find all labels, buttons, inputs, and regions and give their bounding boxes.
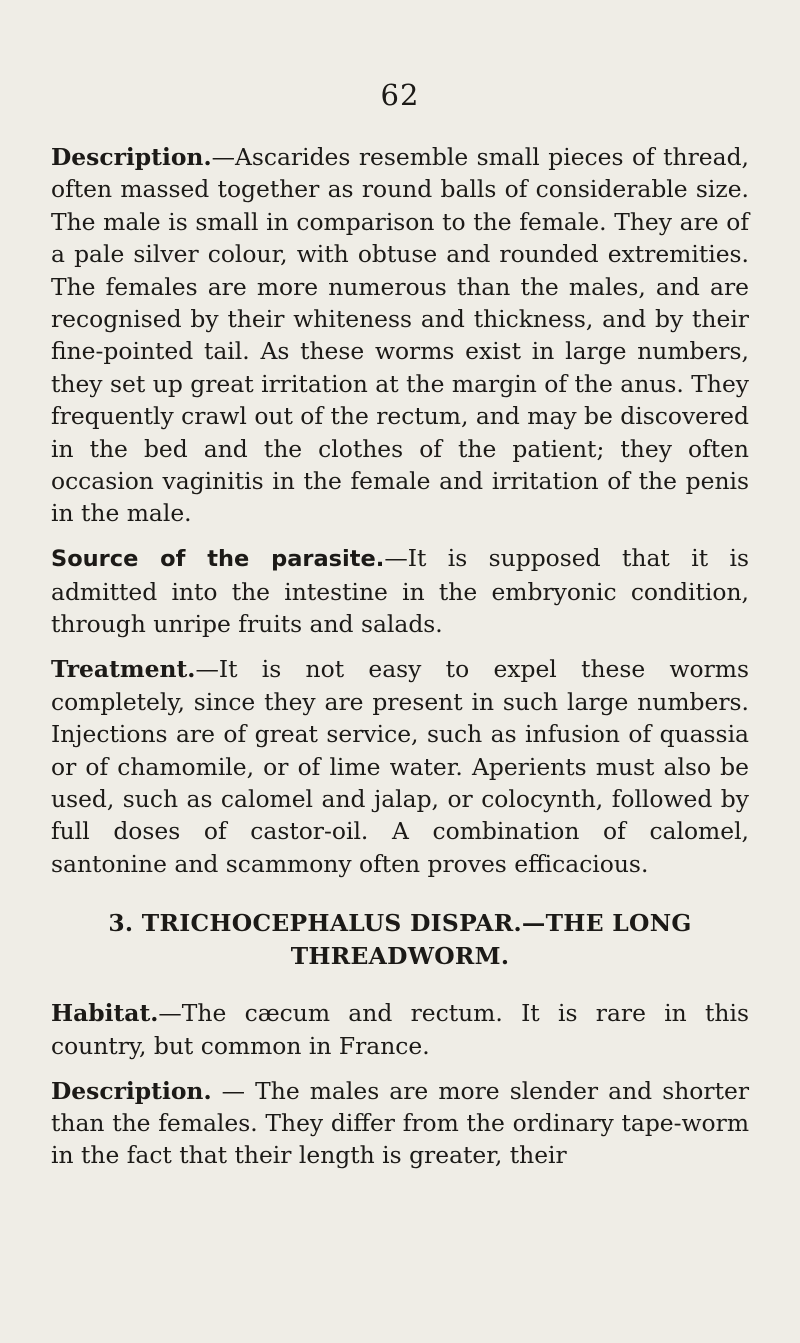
paragraph-text: —It is not easy to expel these worms completely, since they are present in such large numbers. Injections are of great service, such as infusion of quassia or of chamomile, or of lime water. Aperients must also be used, such as calomel and jalap, or colocynth, followed by full doses of castor-oil. A combination of calomel, santonine and scammony often proves efficacious. <box>51 655 749 878</box>
paragraph-treatment <box>51 653 749 880</box>
paragraph-text: — The males are more slender and shorter than the females. They differ from the ordinary tape-worm in the fact that their length is greater, their <box>51 1076 749 1170</box>
paragraph-lead: Description. <box>51 1076 212 1105</box>
paragraph-lead: Source of the parasite. <box>51 546 385 573</box>
paragraph-description <box>51 141 749 530</box>
section-heading <box>51 907 749 973</box>
section-heading-line: 3. TRICHOCEPHALUS DISPAR.—THE LONG <box>108 909 692 938</box>
paragraph-text: —Ascarides resemble small pieces of thread, often massed together as round balls of considerable size. The male is small in comparison to the female. They are of a pale silver colour, with obtuse and rounded extremities. The females are more numerous than the males, and are recognised by their whiteness and thickness, and by their fine-pointed tail. As these worms exist in large numbers, they set up great irritation at the margin of the anus. They frequently crawl out of the rectum, and may be discovered in the bed and the clothes of the patient; they often occasion vaginitis in the female and irritation of the penis in the male. <box>51 143 749 528</box>
page-body <box>51 141 749 1184</box>
paragraph-lead: Treatment. <box>51 655 196 684</box>
paragraph-habitat <box>51 997 749 1062</box>
paragraph-text: —It is supposed that it is admitted into the intestine in the embryonic condition, through unripe fruits and salads. <box>51 544 749 639</box>
paragraph-text: —The cæcum and rectum. It is rare in this country, but common in France. <box>51 999 749 1060</box>
paragraph-description-2 <box>51 1075 749 1172</box>
section-heading-line: THREADWORM. <box>290 942 510 971</box>
paragraph-lead: Habitat. <box>51 999 159 1028</box>
paragraph-lead: Description. <box>51 143 212 171</box>
paragraph-source <box>51 542 749 640</box>
page-number: 62 <box>380 78 420 112</box>
